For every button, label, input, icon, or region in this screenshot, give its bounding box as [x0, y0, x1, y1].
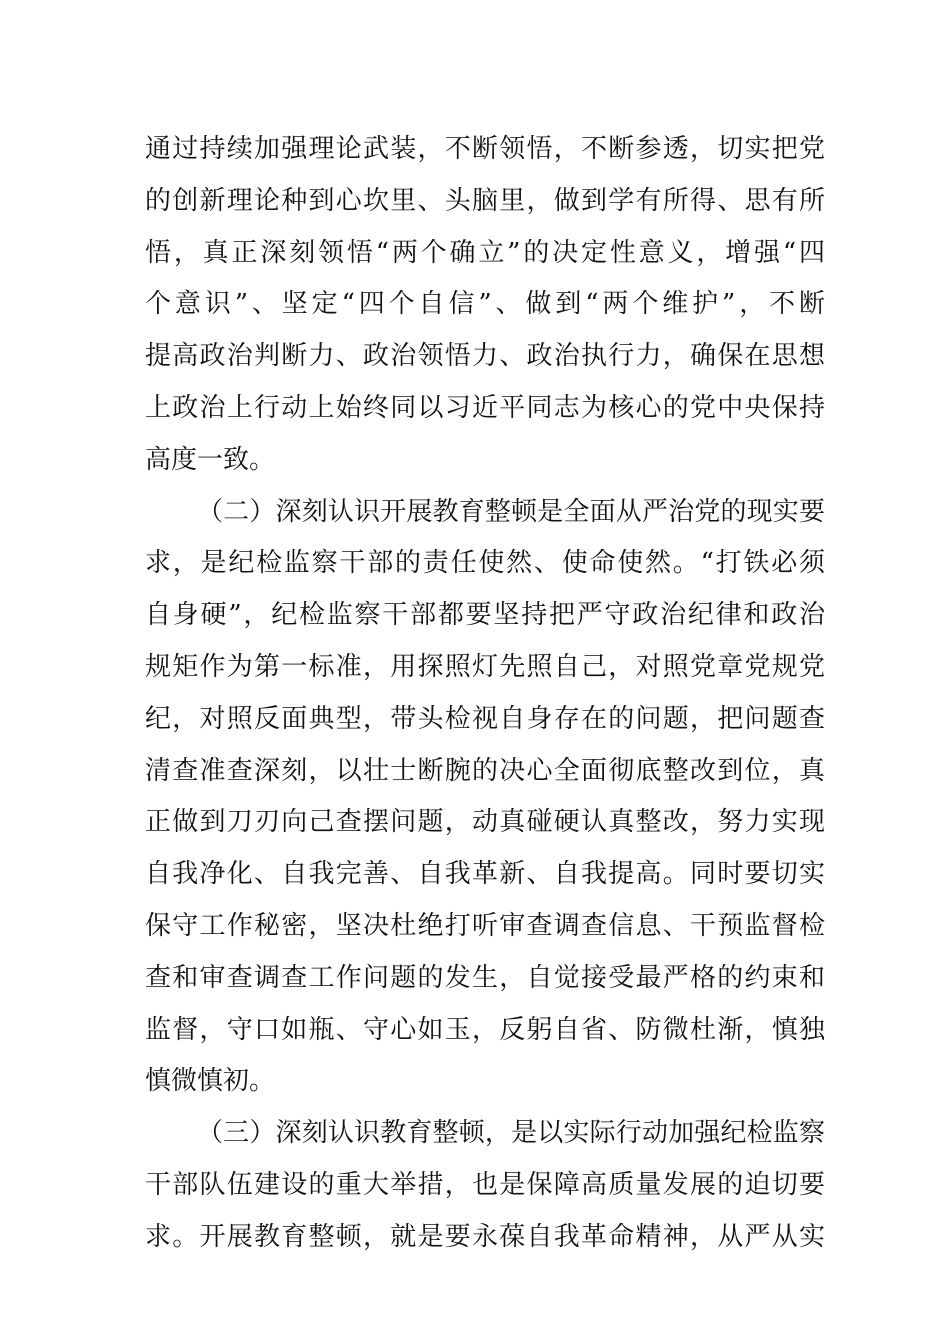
- text-line: 悟，真正深刻领悟“两个确立”的决定性意义，增强“四: [145, 237, 825, 268]
- text-line: 通过持续加强理论武装，不断领悟，不断参透，切实把党: [145, 134, 825, 164]
- text-line: 规矩作为第一标准，用探照灯先照自己，对照党章党规党: [145, 651, 825, 682]
- text-line: 自我净化、自我完善、自我革新、自我提高。同时要切实: [145, 859, 825, 890]
- text-line: 个意识”、坚定“四个自信”、做到“两个维护”，不断: [145, 289, 825, 320]
- text-line: 保守工作秘密，坚决杜绝打听审查调查信息、干预监督检: [145, 910, 825, 941]
- text-line: 的创新理论种到心坎里、头脑里，做到学有所得、思有所: [145, 185, 825, 216]
- text-line: 正做到刀刃向己查摆问题，动真碰硬认真整改，努力实现: [145, 807, 825, 838]
- text-line: 求，是纪检监察干部的责任使然、使命使然。“打铁必须: [145, 548, 825, 579]
- paragraph-start-line: （三）深刻认识教育整顿，是以实际行动加强纪检监察: [197, 1118, 825, 1149]
- text-line: 慎微慎初。: [145, 1066, 276, 1097]
- text-line: 上政治上行动上始终同以习近平同志为核心的党中央保持: [145, 392, 825, 423]
- text-line: 高度一致。: [145, 444, 276, 475]
- text-line: 干部队伍建设的重大举措，也是保障高质量发展的迫切要: [145, 1169, 825, 1200]
- text-line: 求。开展教育整顿，就是要永葆自我革命精神，从严从实: [145, 1221, 825, 1252]
- text-line: 清查准查深刻，以壮士断腕的决心全面彻底整改到位，真: [145, 755, 825, 786]
- text-line: 自身硬”，纪检监察干部都要坚持把严守政治纪律和政治: [145, 600, 825, 631]
- paragraph-start-line: （二）深刻认识开展教育整顿是全面从严治党的现实要: [197, 496, 825, 527]
- text-line: 监督，守口如瓶、守心如玉，反躬自省、防微杜渐，慎独: [145, 1014, 825, 1045]
- body-text: [145, 124, 825, 1264]
- text-line: 提高政治判断力、政治领悟力、政治执行力，确保在思想: [145, 341, 825, 372]
- text-line: 查和审查调查工作问题的发生，自觉接受最严格的约束和: [145, 962, 825, 993]
- text-line: 纪，对照反面典型，带头检视自身存在的问题，把问题查: [145, 703, 825, 734]
